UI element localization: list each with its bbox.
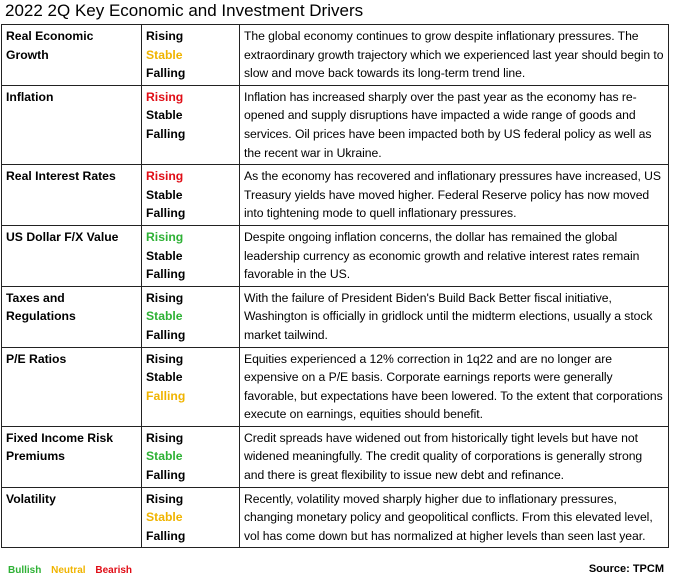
outlook-cell	[142, 165, 240, 226]
description-cell: Credit spreads have widened out from historically tight levels but have not widened meaningfully. The credit quality of corporations is generally strong and there is great flexibility to issue new debt and refinance.	[240, 426, 669, 487]
outlook-cell	[142, 225, 240, 286]
outlook-option-rising: Rising	[146, 430, 184, 445]
outlook-option-falling: Falling	[146, 206, 186, 221]
outlook-option-rising: Rising	[146, 351, 184, 366]
outlook-option-falling: Falling	[146, 126, 186, 141]
outlook-cell	[142, 426, 240, 487]
description-cell: Equities experienced a 12% correction in 1q22 and are no longer are expensive on a P/E basis. Corporate earnings reports were generally favorable, but expectations have been lowered. To the extent that corporations execute on earnings, equities should benefit.	[240, 347, 669, 426]
outlook-option-falling: Falling	[146, 66, 186, 81]
outlook-cell	[142, 286, 240, 347]
outlook-option-rising: Rising	[146, 89, 184, 104]
legend-neutral: Neutral	[51, 565, 86, 576]
outlook-option-rising: Rising	[146, 29, 184, 43]
description-cell: The global economy continues to grow despite inflationary pressures. The extraordinary growth trajectory which we experienced last year should begin to slow and move back towards its long-term trend line.	[240, 25, 669, 86]
outlook-cell	[142, 85, 240, 164]
drivers-table-body	[2, 25, 669, 548]
factor-cell: Real Economic Growth	[2, 25, 142, 86]
factor-cell: US Dollar F/X Value	[2, 225, 142, 286]
outlook-option-falling: Falling	[146, 468, 186, 483]
description-cell: Despite ongoing inflation concerns, the dollar has remained the global leadership currency as economic growth and relative interest rates remain favorable in the US.	[240, 225, 669, 286]
outlook-cell	[142, 487, 240, 548]
drivers-table	[1, 24, 669, 548]
outlook-option-stable: Stable	[146, 370, 183, 385]
outlook-option-falling: Falling	[146, 267, 186, 282]
outlook-option-rising: Rising	[146, 229, 184, 244]
outlook-option-stable: Stable	[146, 510, 183, 525]
outlook-option-stable: Stable	[146, 449, 183, 464]
table-row	[2, 225, 669, 286]
description-cell: As the economy has recovered and inflationary pressures have increased, US Treasury yields have moved higher. Federal Reserve policy has now moved into tightening mode to quell inflationary pressures.	[240, 165, 669, 226]
factor-cell: Inflation	[2, 85, 142, 164]
outlook-option-falling: Falling	[146, 528, 186, 543]
factor-cell: Real Interest Rates	[2, 165, 142, 226]
table-row	[2, 25, 669, 86]
outlook-option-stable: Stable	[146, 187, 183, 202]
description-cell: Inflation has increased sharply over the past year as the economy has re-opened and supply disruptions have impacted a wide range of goods and services. Oil prices have been impacted both by US federal policy as well as the recent war in Ukraine.	[240, 85, 669, 164]
source-note: Source: TPCM	[588, 563, 664, 575]
table-row	[2, 85, 669, 164]
table-row	[2, 426, 669, 487]
description-cell: With the failure of President Biden's Build Back Better fiscal initiative, Washington is officially in gridlock until the midterm elections, usually a stock market tailwind.	[240, 286, 669, 347]
legend-bearish: Bearish	[95, 565, 133, 576]
description-cell: Recently, volatility moved sharply higher due to inflationary pressures, changing monetary policy and geopolitical conflicts. From this elevated level, vol has come down but has normalized at higher levels than seen last year.	[240, 487, 669, 548]
table-row	[2, 286, 669, 347]
outlook-option-stable: Stable	[146, 248, 183, 263]
legend-bullish: Bullish	[8, 565, 42, 576]
outlook-option-stable: Stable	[146, 108, 183, 123]
outlook-option-falling: Falling	[146, 327, 186, 342]
factor-cell: Fixed Income Risk Premiums	[2, 426, 142, 487]
outlook-option-stable: Stable	[146, 309, 183, 324]
legend	[8, 564, 139, 578]
outlook-option-stable: Stable	[146, 47, 183, 62]
page-title: 2022 2Q Key Economic and Investment Drivers	[5, 1, 364, 20]
outlook-option-rising: Rising	[146, 169, 184, 184]
outlook-option-rising: Rising	[146, 290, 184, 305]
table-row	[2, 165, 669, 226]
outlook-cell	[142, 25, 240, 86]
table-row	[2, 347, 669, 426]
factor-cell: Taxes and Regulations	[2, 286, 142, 347]
factor-cell: P/E Ratios	[2, 347, 142, 426]
outlook-option-rising: Rising	[146, 491, 184, 506]
outlook-cell	[142, 347, 240, 426]
table-row	[2, 487, 669, 548]
factor-cell: Volatility	[2, 487, 142, 548]
outlook-option-falling: Falling	[146, 388, 186, 403]
